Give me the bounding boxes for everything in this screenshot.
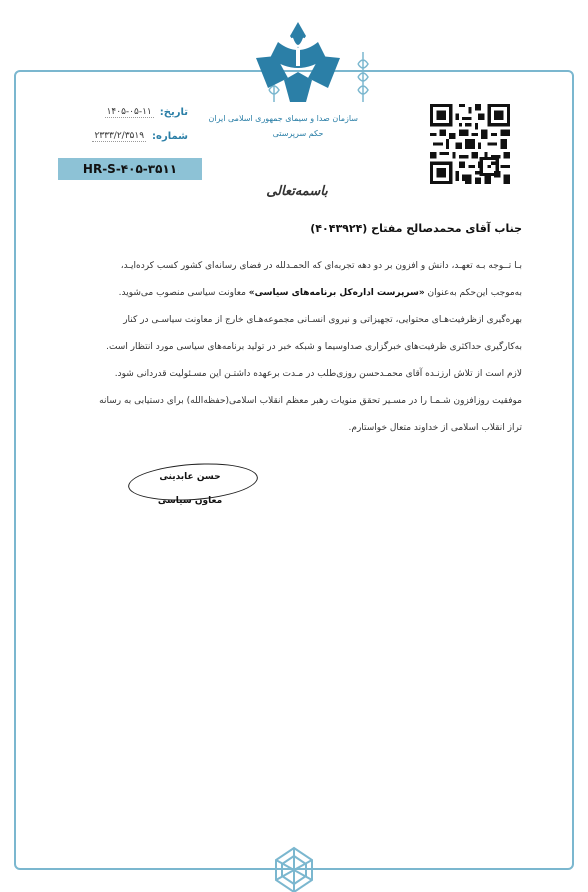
- paragraph-1: [58, 253, 522, 307]
- header-logo: [208, 18, 358, 168]
- paragraph-2-line-2: به‌کارگیری حداکثری ظرفیت‌های خبرگزاری صداوسیما و شبکه خبر در تولید برنامه‌های سیاسی مورد انتظار است.: [106, 342, 522, 352]
- basmala: باسمه‌تعالی: [266, 184, 328, 199]
- paragraph-3-line-1: لازم است از تلاش ارزنـده آقای محمـدحسن روزی‌طلب در مـدت برعهده داشتـن این مسـئولیت قدردانی شود.: [114, 369, 522, 379]
- addressee: جناب آقای محمدصالح مفتاح (۴۰۴۳۹۲۴): [310, 222, 522, 235]
- qr-code-icon: [430, 104, 510, 184]
- signer-title: معاون سیاسی: [157, 496, 223, 506]
- letter-body: [58, 222, 522, 442]
- date-value: ۱۴۰۵-۰۵-۱۱: [106, 106, 152, 117]
- irib-logo-icon: [248, 18, 348, 108]
- ornament-knot-right-icon: [356, 52, 370, 102]
- org-name: سازمان صدا و سیمای جمهوری اسلامی ایران: [208, 114, 358, 123]
- reference-code: HR-S-۴۰۵-۳۵۱۱: [58, 158, 202, 180]
- appointment-prefix: به‌موجب این‌حکم به‌عنوان: [424, 288, 522, 298]
- signature-block: [128, 460, 258, 520]
- paragraph-3-line-3: تراز انقلاب اسلامی از خداوند متعال خواستارم.: [348, 423, 522, 433]
- appointment-suffix: معاونت سیاسی منصوب می‌شوید.: [118, 288, 249, 298]
- org-subtitle: حکم سرپرستی: [272, 129, 324, 138]
- date-row: [78, 100, 188, 124]
- paragraph-2-line-1: بهره‌گیری ازظرفیت‌هـای محتوایی، تجهیزاتی و نیروی انسـانی مجموعه‌هـای خارج از معاونت سیاسـی در کنار: [123, 315, 522, 325]
- number-label: شماره:: [152, 130, 188, 142]
- appointment-title: «سرپرست اداره‌کل برنامه‌های سیاسی»: [248, 288, 425, 298]
- number-value: ۲۳۳۳/۲/۳۵۱۹: [94, 130, 145, 141]
- paragraph-3: [58, 361, 522, 442]
- ornament-knot-icon: [268, 846, 320, 892]
- paragraph-3-line-2: موفقیت روزافزون شـمـا را در مسـیر تحقق منویات رهبر معظم انقلاب اسلامی(حفظه‌الله) برای دستیابی به رسانه: [99, 396, 522, 406]
- paragraph-2: [58, 307, 522, 361]
- signer-name: حسن عابدینی: [159, 472, 221, 482]
- number-row: [78, 124, 188, 148]
- paragraph-1-line-2: [58, 280, 522, 307]
- letter-meta: [78, 100, 188, 148]
- paragraph-1-line-1: بـا تــوجه بـه تعهـد، دانش و افزون بر دو دهه تجربه‌ای که الحمـدلله در فضای رسانه‌ای کشور کسب کرده‌ایـد،: [120, 261, 522, 271]
- date-label: تاریخ:: [159, 106, 188, 118]
